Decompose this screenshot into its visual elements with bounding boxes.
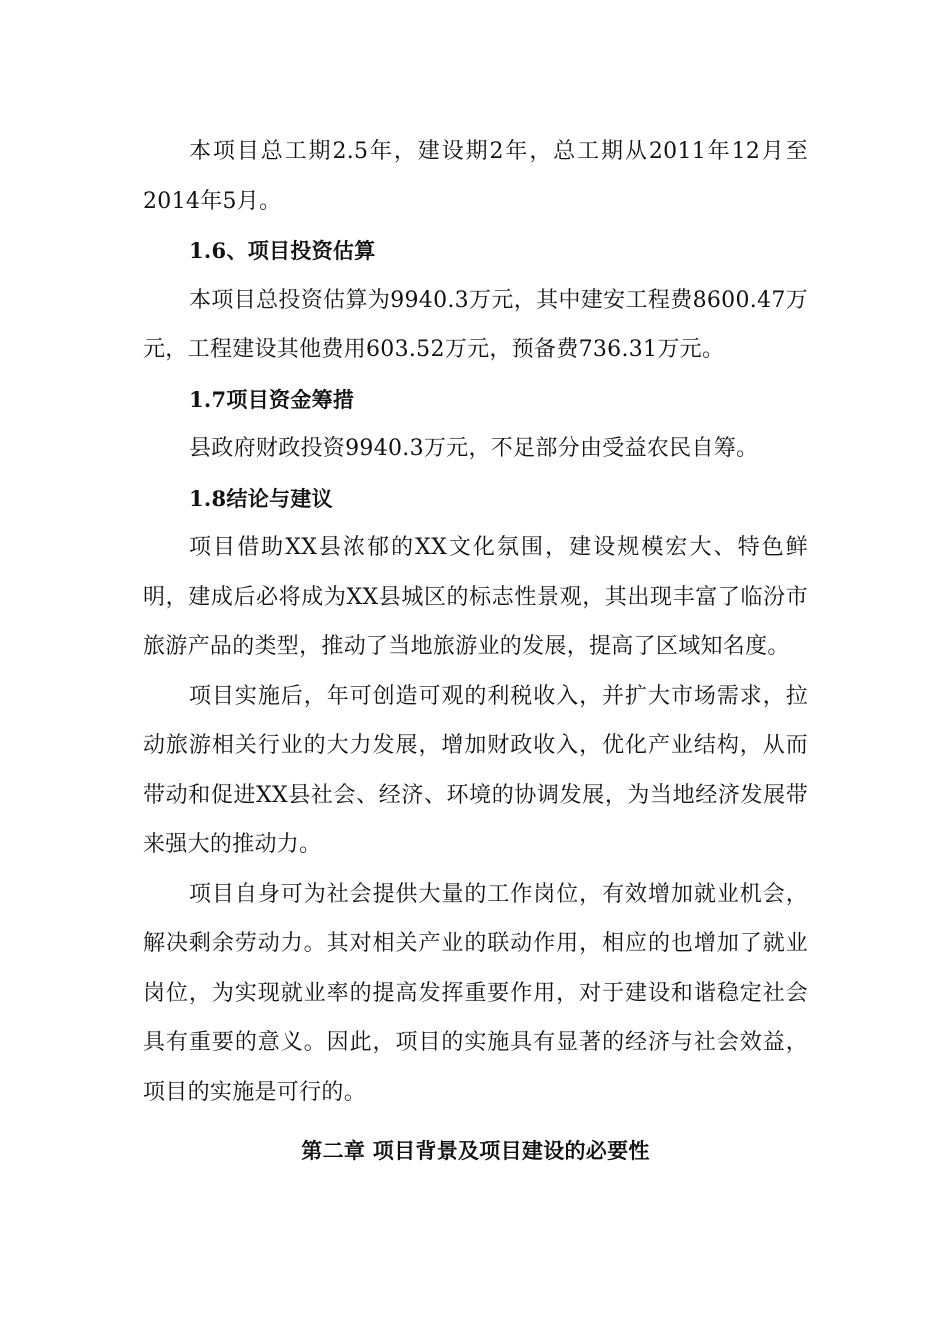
paragraph-schedule: 本项目总工期2.5年，建设期2年，总工期从2011年12月至2014年5月。 <box>143 139 808 214</box>
chapter-title: 第二章 项目背景及项目建设的必要性 <box>301 1138 650 1163</box>
paragraph-investment: 本项目总投资估算为9940.3万元，其中建安工程费8600.47万元，工程建设其他费用603.52万元，预备费736.31万元。 <box>143 287 808 362</box>
heading-funding: 1.7项目资金筹措 <box>189 386 355 412</box>
document-body <box>143 127 808 1181</box>
paragraph-conclusion-2: 项目实施后，年可创造可观的利税收入，并扩大市场需求，拉动旅游相关行业的大力发展，增加财政收入，优化产业结构，从而带动和促进XX县社会、经济、环境的协调发展，为当地经济发展带来强大的推动力。 <box>143 683 808 857</box>
heading-investment-estimate: 1.6、项目投资估算 <box>189 238 376 263</box>
paragraph-conclusion-3: 项目自身可为社会提供大量的工作岗位，有效增加就业机会，解决剩余劳动力。其对相关产业的联动作用，相应的也增加了就业岗位，为实现就业率的提高发挥重要作用，对于建设和谐稳定社会具有重要的意义。因此，项目的实施具有显著的经济与社会效益，项目的实施是可行的。 <box>143 881 808 1105</box>
heading-conclusion: 1.8结论与建议 <box>189 485 333 511</box>
paragraph-conclusion-1: 项目借助XX县浓郁的XX文化氛围，建设规模宏大、特色鲜明，建成后必将成为XX县城区的标志性景观，其出现丰富了临汾市旅游产品的类型，推动了当地旅游业的发展，提高了区域知名度。 <box>143 535 808 659</box>
paragraph-funding: 县政府财政投资9940.3万元，不足部分由受益农民自筹。 <box>189 436 759 461</box>
